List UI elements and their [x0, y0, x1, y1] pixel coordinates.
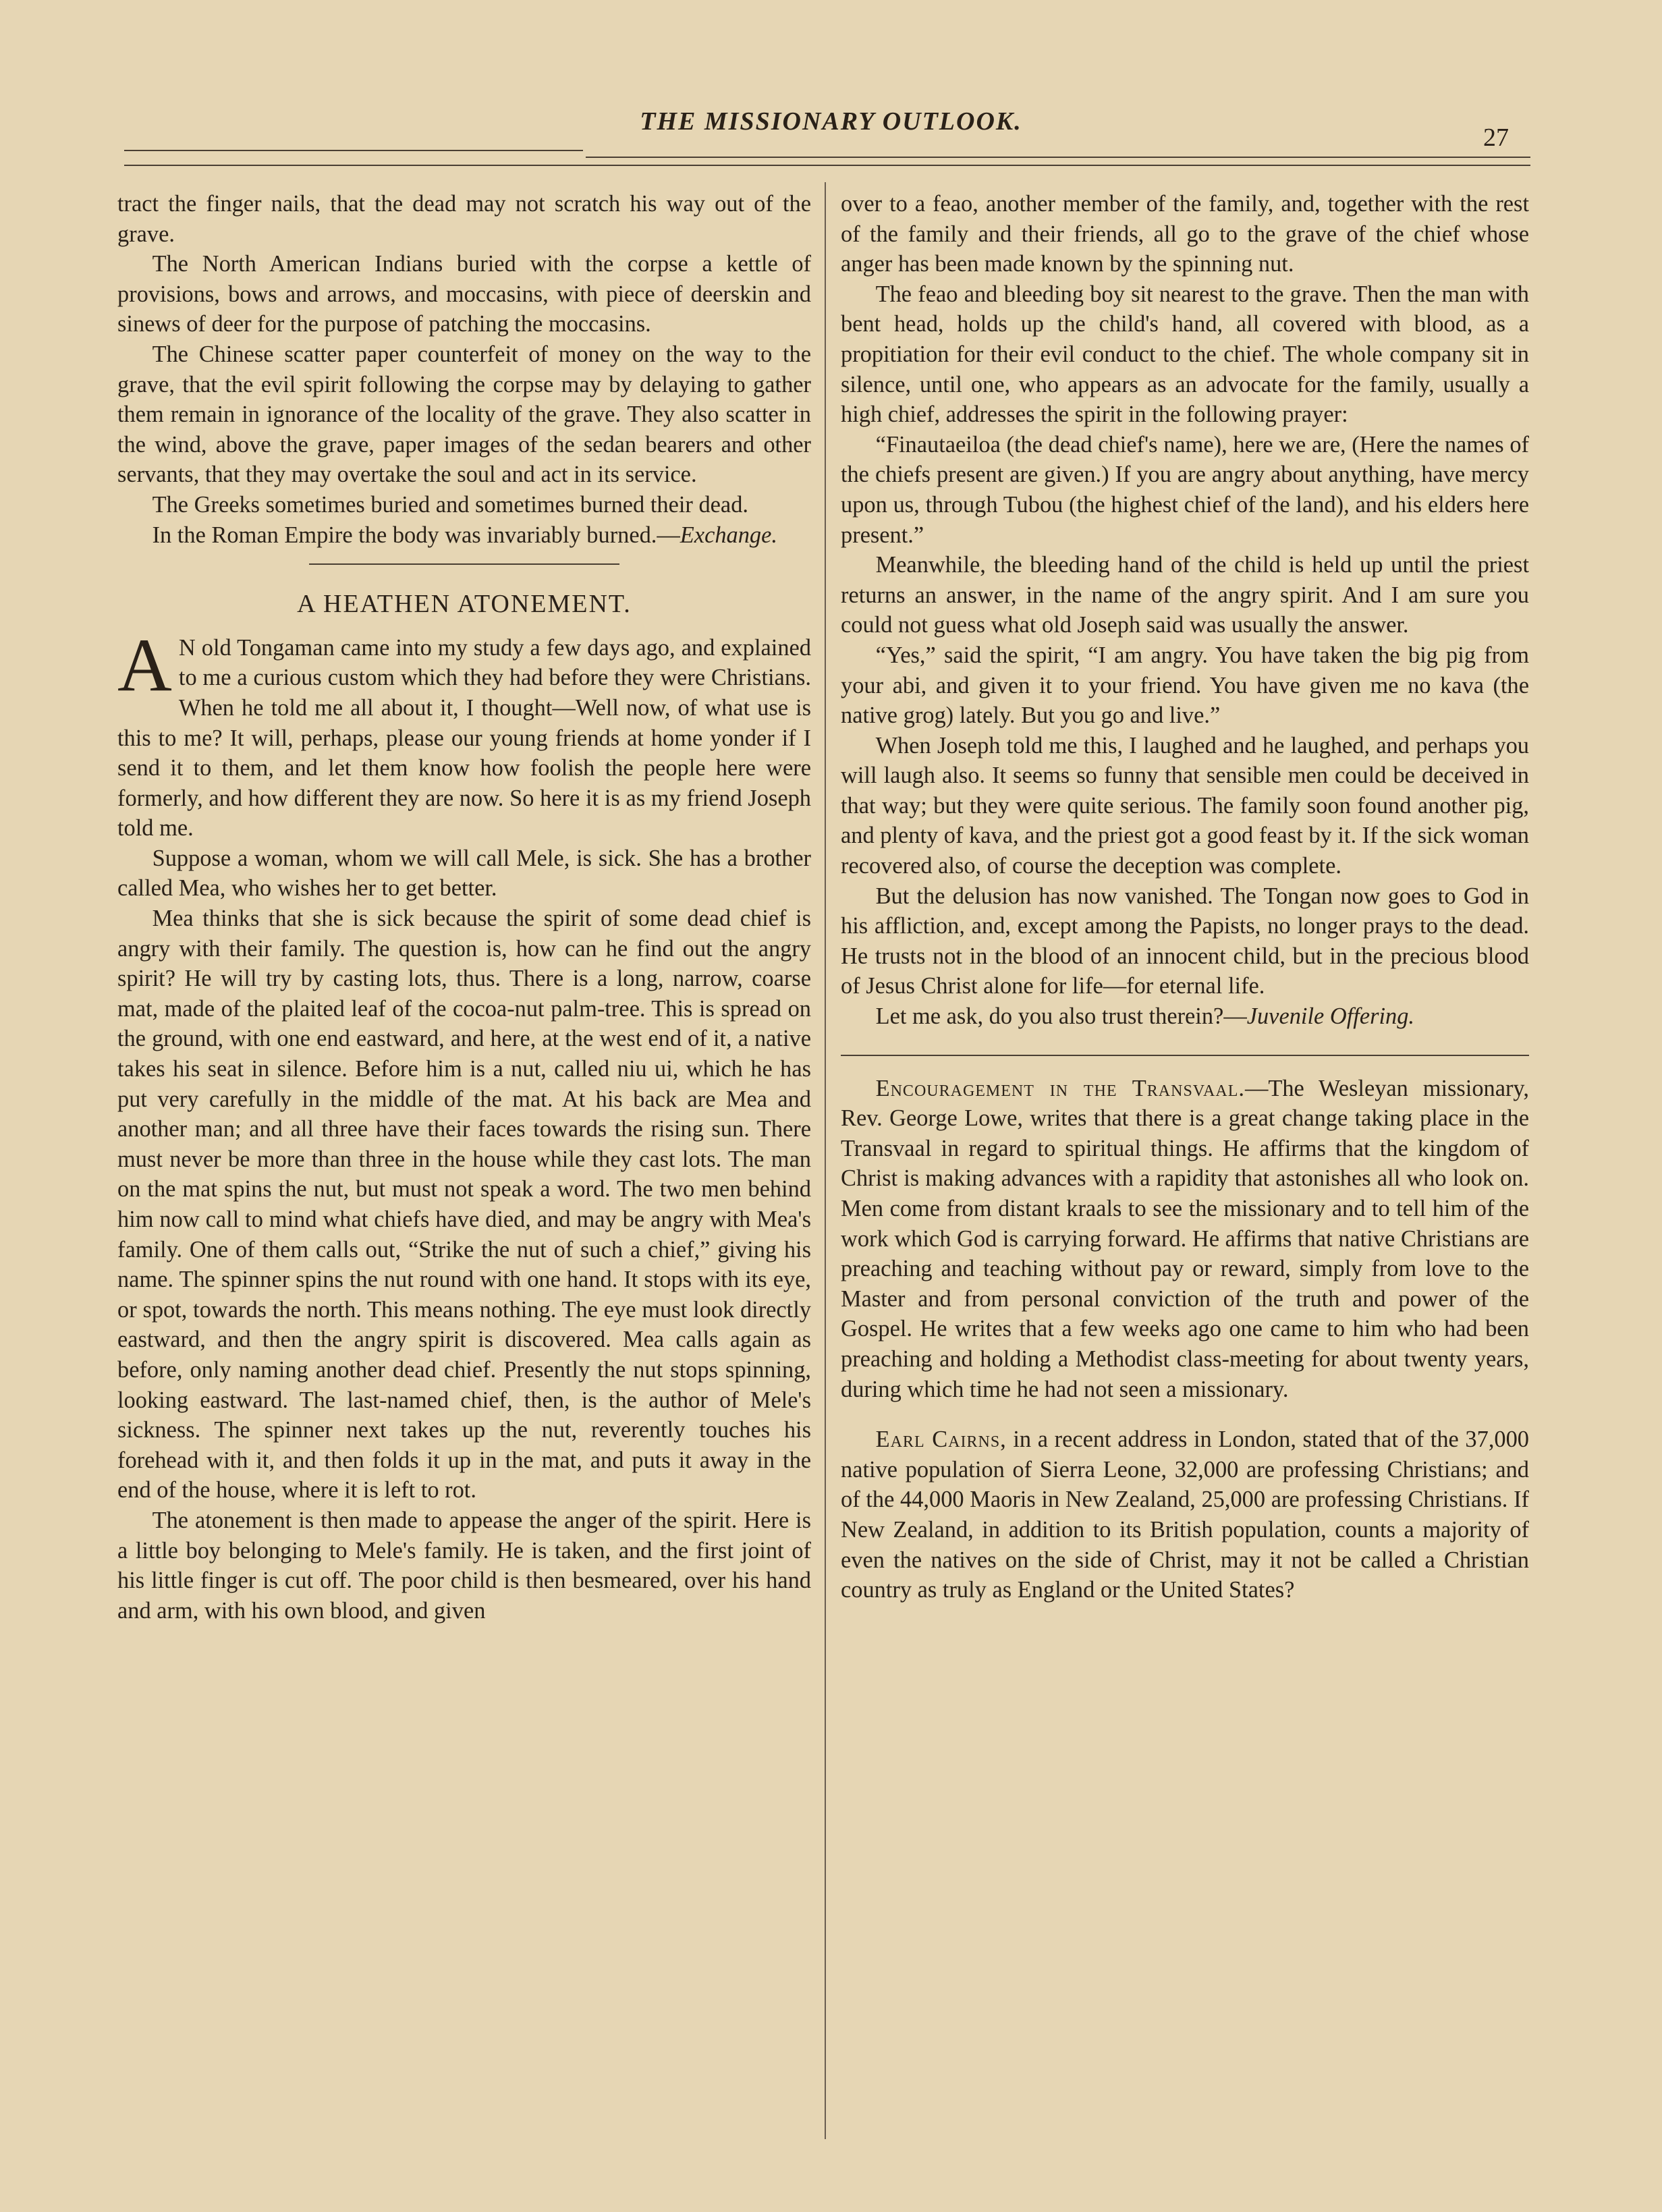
closing-text: Let me ask, do you also trust therein?—	[875, 1003, 1247, 1030]
transvaal-text: —The Wesleyan missionary, Rev. George Lowe, writes that there is a great change taking place in the Transvaal in regard to spiritual things. He affirms that the kingdom of Christ is making advances with a rapidity that astonishes all who look on. Men come from distant kraals to see the missionary and to tell him of the work which God is carrying forward. He affirms that native Christians are preaching and teaching without pay or reward, simply from love to the Master and from personal conviction of the truth and power of the Gospel. He writes that a few weeks ago one came to him who had been preaching and holding a Methodist class-meeting for about twenty years, during which time he had not seen a missionary.	[841, 1075, 1529, 1402]
running-title: THE MISSIONARY OUTLOOK.	[640, 107, 1022, 136]
right-column	[841, 189, 1529, 1605]
paragraph	[117, 520, 811, 551]
transvaal-paragraph	[841, 1074, 1529, 1405]
paragraph: over to a feao, another member of the family, and, together with the rest of the family and their friends, all go to the grave of the chief whose anger has been made known by the spinning nut.	[841, 191, 1529, 277]
spacer	[841, 1404, 1529, 1425]
paragraph: The Greeks sometimes buried and sometimes burned their dead.	[152, 491, 748, 518]
header-rule-left	[124, 150, 583, 151]
source-credit: Juvenile Offering.	[1246, 1003, 1415, 1030]
first-paragraph	[117, 623, 811, 844]
paragraph: When Joseph told me this, I laughed and he laughed, and perhaps you will laugh also. It seems so funny that sensible men could be deceived in that way; but they were quite serious. The family soon found another pig, and plenty of kava, and the priest got a good feast by it. If the sick woman recovered also, of course the deception was complete.	[841, 732, 1529, 879]
paragraph: “Yes,” said the spirit, “I am angry. You have taken the big pig from your abi, and given it to your friend. You have given me no kava (the native grog) lately. But you go and live.”	[841, 642, 1529, 729]
page-number: 27	[1483, 123, 1509, 152]
paragraph: The feao and bleeding boy sit nearest to the grave. Then the man with bent head, holds up the child's hand, all covered with blood, as a propitiation for their evil conduct to the chief. The whole company sit in silence, until one, who appears as an advocate for the family, usually a high chief, addresses the spirit in the following prayer:	[841, 281, 1529, 428]
paragraph: The North American Indians buried with the corpse a kettle of provisions, bows and arrows, and moccasins, with piece of deerskin and sinews of deer for the purpose of patching the moccasins.	[117, 251, 811, 337]
left-column	[117, 189, 811, 1626]
drop-cap: A	[117, 623, 172, 707]
column-divider	[825, 182, 826, 2139]
cairns-lead: Earl Cairns,	[875, 1427, 1007, 1453]
transvaal-lead: Encouragement in the Transvaal.	[875, 1075, 1245, 1101]
paragraph: “Finautaeiloa (the dead chief's name), here we are, (Here the names of the chiefs present are given.) If you are angry about anything, have mercy upon us, through Tubou (the highest chief of the land), and his elders here present.”	[841, 431, 1529, 548]
paragraph: Mea thinks that she is sick because the spirit of some dead chief is angry with their family. The question is, how can he find out the angry spirit? He will try by casting lots, thus. There is a long, narrow, coarse mat, made of the plaited leaf of the cocoa-nut palm-tree. This is spread on the ground, with one end eastward, and here, at the west end of it, a native takes his seat in silence. Before him is a nut, called niu ui, which he has put very carefully in the middle of the mat. At his back are Mea and another man; and all three have their faces towards the rising sun. There must never be more than three in the house while they cast lots. The man on the mat spins the nut, but must not speak a word. The two men behind him now call to mind what chiefs have died, and may be angry with Mea's family. One of them calls out, “Strike the nut of such a chief,” giving his name. The spinner spins the nut round with one hand. It stops with its eye, or spot, towards the north. This means nothing. The eye must look directly eastward, and then the angry spirit is discovered. Mea calls again as before, only naming another dead chief. Presently the nut stops spinning, looking eastward. The last-named chief, then, is the author of Mele's sickness. The spinner next takes up the nut, reverently touches his forehead with it, and then folds it up in the mat, and puts it away in the end of the house, where it is left to rot.	[117, 906, 811, 1503]
paragraph: Suppose a woman, whom we will call Mele, is sick. She has a brother called Mea, who wishes her to get better.	[117, 845, 811, 902]
cairns-text: in a recent address in London, stated that of the 37,000 native population of Sierra Leone, 32,000 are professing Christians; and of the 44,000 Maoris in New Zealand, 25,000 are professing Christians. If New Zealand, in addition to its British population, counts a majority of even the natives on the side of Christ, may it not be called a Christian country as truly as England or the United States?	[841, 1427, 1529, 1603]
roman-text: In the Roman Empire the body was invariably burned.—	[152, 522, 680, 548]
cairns-paragraph	[841, 1425, 1529, 1605]
section-divider	[309, 563, 619, 565]
first-paragraph-text: N old Tongaman came into my study a few days ago, and explained to me a curious custom which they had before they were Christians. When he told me all about it, I thought—Well now, of what use is this to me? It will, perhaps, please our young friends at home yonder if I send it to them, and let them know how foolish the people here were formerly, and how different they are now. So here it is as my friend Joseph told me.	[117, 634, 811, 841]
article-heading: A HEATHEN ATONEMENT.	[297, 590, 632, 619]
paragraph: But the delusion has now vanished. The Tongan now goes to God in his affliction, and, except among the Papists, no longer prays to the dead. He trusts not in the blood of an innocent child, but in the precious blood of Jesus Christ alone for life—for eternal life.	[841, 883, 1529, 999]
section-divider	[841, 1055, 1529, 1056]
paragraph: The Chinese scatter paper counterfeit of money on the way to the grave, that the evil spirit following the corpse may by delaying to gather them remain in ignorance of the locality of the grave. They also scatter in the wind, above the grave, paper images of the sedan bearers and other servants, that they may overtake the soul and act in its service.	[117, 341, 811, 488]
paragraph: tract the finger nails, that the dead may not scratch his way out of the grave.	[117, 191, 811, 247]
paragraph: Meanwhile, the bleeding hand of the child is held up until the priest returns an answer, in the name of the angry spirit. And I am sure you could not guess what old Joseph said was usually the answer.	[841, 552, 1529, 638]
header-rule-right	[586, 157, 1530, 158]
paragraph	[841, 1001, 1529, 1032]
paragraph: The atonement is then made to appease the anger of the spirit. Here is a little boy belonging to Mele's family. He is taken, and the first joint of his little finger is cut off. The poor child is then besmeared, over his hand and arm, with his own blood, and given	[117, 1507, 811, 1624]
source-credit: Exchange.	[680, 522, 777, 548]
header-rule-lower	[124, 165, 1530, 166]
